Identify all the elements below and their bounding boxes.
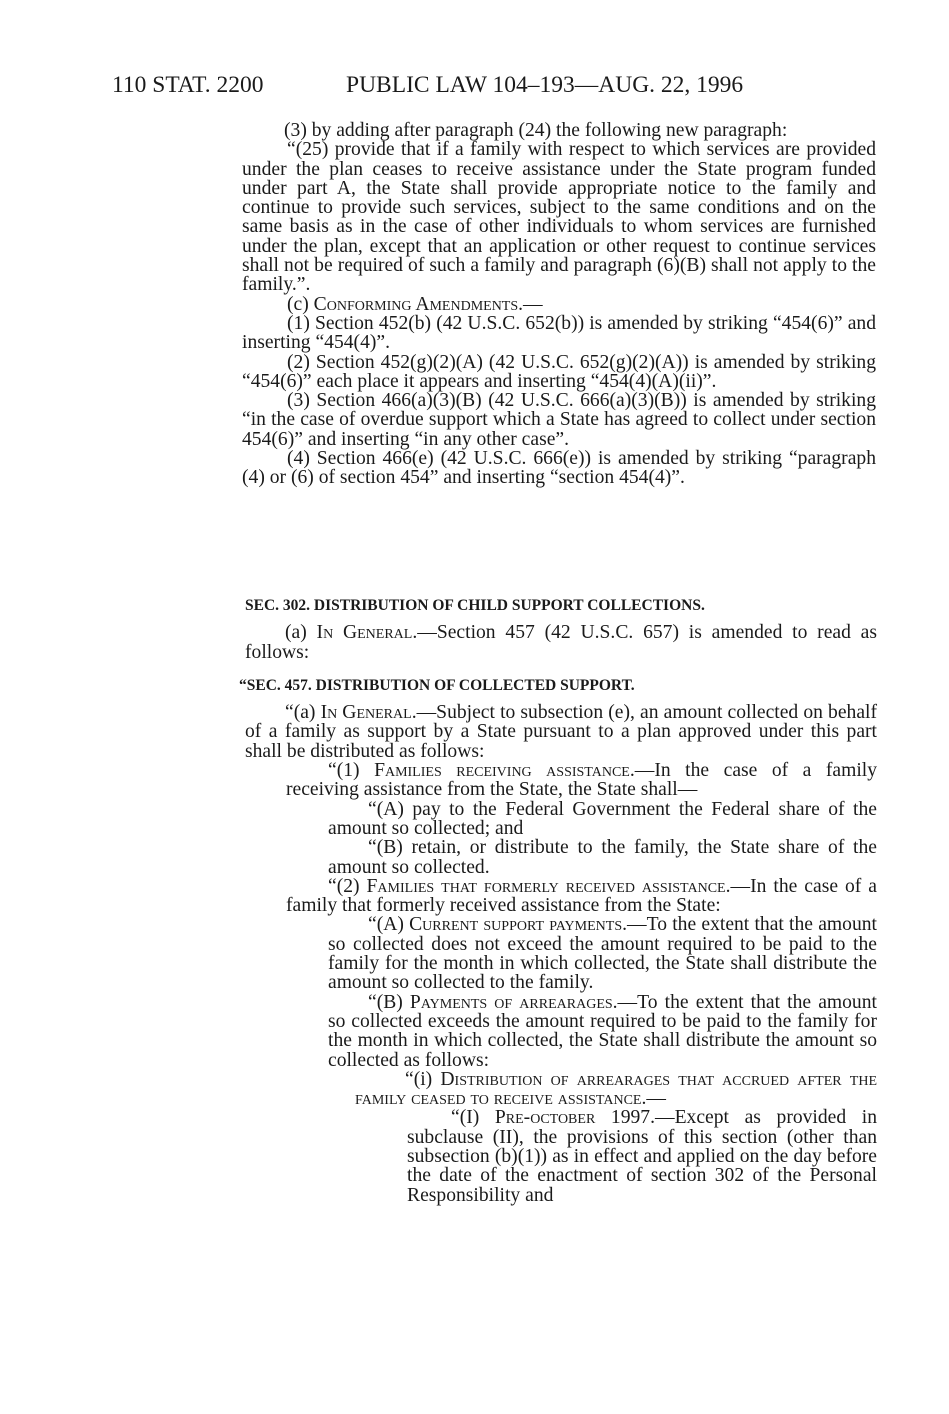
section-302-block xyxy=(239,596,878,1206)
clause-2B: “(B) Payments of arrearages.—To the extent that the amount so collected exceeds the amount required to be paid to the family for the month in which collected, the State shall distribute the amount so collected as follows: xyxy=(328,991,877,1071)
paragraph-3-intro: (3) by adding after paragraph (24) the following new paragraph: xyxy=(284,120,788,141)
paragraph-1-families-receiving: “(1) Families receiving assistance.—In the case of a family receiving assistance from the State, the State shall— xyxy=(286,760,878,801)
paragraph-25: “(25) provide that if a family with respect to which services are provided under the plan ceases to receive assistance under the State program funded under part A, the State shall provide appropriate notice to the family and continue to provide such services, subject to the same conditions and on the same basis as in the case of other individuals to whom services are furnished under the plan, except that an application or other request to continue services shall not be required of such a family and paragraph (6)(B) shall not apply to the family.”. xyxy=(242,139,876,296)
subsection-a-general: (a) In General.—Section 457 (42 U.S.C. 657) is amended to read as follows: xyxy=(245,622,877,663)
section-302-heading: SEC. 302. DISTRIBUTION OF CHILD SUPPORT COLLECTIONS. xyxy=(245,597,705,614)
clause-i: “(i) Distribution of arrearages that accrued after the family ceased to receive assistance.— xyxy=(355,1068,878,1110)
public-law-title: PUBLIC LAW 104–193—AUG. 22, 1996 xyxy=(346,72,744,98)
amendment-1: (1) Section 452(b) (42 U.S.C. 652(b)) is amended by striking “454(6)” and inserting “454(4)”. xyxy=(242,312,876,354)
clause-1B: “(B) retain, or distribute to the family, the State share of the amount so collected. xyxy=(328,837,877,878)
running-header xyxy=(112,70,812,100)
document-body xyxy=(242,121,876,488)
section-457-heading: “SEC. 457. DISTRIBUTION OF COLLECTED SUPPORT. xyxy=(239,676,635,694)
paragraph-2-families-formerly: “(2) Families that formerly received assistance.—In the case of a family that formerly received assistance from the State: xyxy=(286,875,877,917)
clause-1A: “(A) pay to the Federal Government the Federal share of the amount so collected; and xyxy=(328,798,877,839)
subsection-c-heading: (c) Conforming Amendments.— xyxy=(287,293,543,315)
section-457-a: “(a) In General.—Subject to subsection (e), an amount collected on behalf of a family as support by a State pursuant to a plan approved under this part shall be distributed as follows: xyxy=(245,702,877,762)
amendment-2: (2) Section 452(g)(2)(A) (42 U.S.C. 652(g)(2)(A)) is amended by striking “454(6)” each place it appears and inserting “454(4)(A)(ii)”. xyxy=(242,351,876,392)
clause-2A: “(A) Current support payments.—To the extent that the amount so collected does not exceed the amount required to be paid to the family for the month in which collected, the State shall distribute the amount so collected to the family. xyxy=(328,914,877,994)
subclause-I: “(I) Pre-october 1997.—Except as provided in subclause (II), the provisions of this section (other than subsection (b)(1)) as in effect and applied on the day before the date of the enactment of section 302 of the Personal Responsibility and xyxy=(407,1107,878,1206)
amendment-4: (4) Section 466(e) (42 U.S.C. 666(e)) is amended by striking “paragraph (4) or (6) of section 454” and inserting “section 454(4)”. xyxy=(242,448,876,489)
amendment-3: (3) Section 466(a)(3)(B) (42 U.S.C. 666(a)(3)(B)) is amended by striking “in the case of overdue support which a State has agreed to collect under section 454(6)” and inserting “in any other case”. xyxy=(242,390,876,450)
stat-page-number: 110 STAT. 2200 xyxy=(112,72,264,98)
